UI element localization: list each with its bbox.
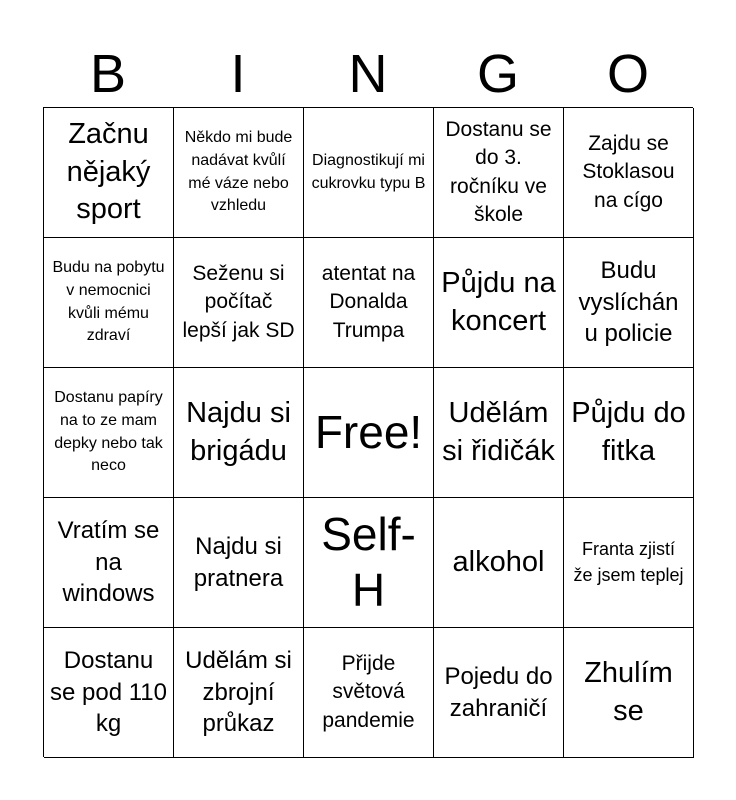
header-letter-i: I [230, 44, 246, 104]
bingo-cell[interactable]: Půjdu do fitka [564, 368, 694, 498]
bingo-cell[interactable]: Přijde světová pandemie [304, 628, 434, 758]
bingo-cell[interactable]: Zhulím se [564, 628, 694, 758]
bingo-cell[interactable]: Budu na pobytu v nemocnici kvůli mému zdraví [44, 238, 174, 368]
bingo-cell[interactable]: Udělám si zbrojní průkaz [174, 628, 304, 758]
bingo-cell[interactable]: Udělám si řidičák [434, 368, 564, 498]
bingo-cell[interactable]: Najdu si pratnera [174, 498, 304, 628]
bingo-cell[interactable]: Dostanu se pod 110 kg [44, 628, 174, 758]
bingo-header [43, 40, 693, 108]
bingo-cell[interactable]: Někdo mi bude nadávat kvůlí mé váze nebo vzhledu [174, 108, 304, 238]
bingo-cell[interactable]: alkohol [434, 498, 564, 628]
bingo-cell[interactable]: Začnu nějaký sport [44, 108, 174, 238]
bingo-cell[interactable]: Půjdu na koncert [434, 238, 564, 368]
header-letter-n: N [348, 44, 388, 104]
bingo-cell[interactable]: Self-H [304, 498, 434, 628]
bingo-cell[interactable]: Franta zjistí že jsem teplej [564, 498, 694, 628]
bingo-board [43, 107, 693, 757]
bingo-cell[interactable]: atentat na Donalda Trumpa [304, 238, 434, 368]
free-space-cell: Free! [304, 368, 434, 498]
bingo-cell[interactable]: Pojedu do zahraničí [434, 628, 564, 758]
bingo-cell[interactable]: Dostanu papíry na to ze mam depky nebo tak neco [44, 368, 174, 498]
header-letter-o: O [606, 44, 649, 104]
bingo-cell[interactable]: Dostanu se do 3. ročníku ve škole [434, 108, 564, 238]
bingo-cell[interactable]: Vratím se na windows [44, 498, 174, 628]
header-letter-b: B [89, 44, 127, 104]
bingo-cell[interactable]: Najdu si brigádu [174, 368, 304, 498]
header-letter-g: G [476, 44, 519, 104]
bingo-cell[interactable]: Seženu si počítač lepší jak SD [174, 238, 304, 368]
bingo-cell[interactable]: Zajdu se Stoklasou na cígo [564, 108, 694, 238]
bingo-cell[interactable]: Budu vyslíchán u policie [564, 238, 694, 368]
bingo-cell[interactable]: Diagnostikují mi cukrovku typu B [304, 108, 434, 238]
